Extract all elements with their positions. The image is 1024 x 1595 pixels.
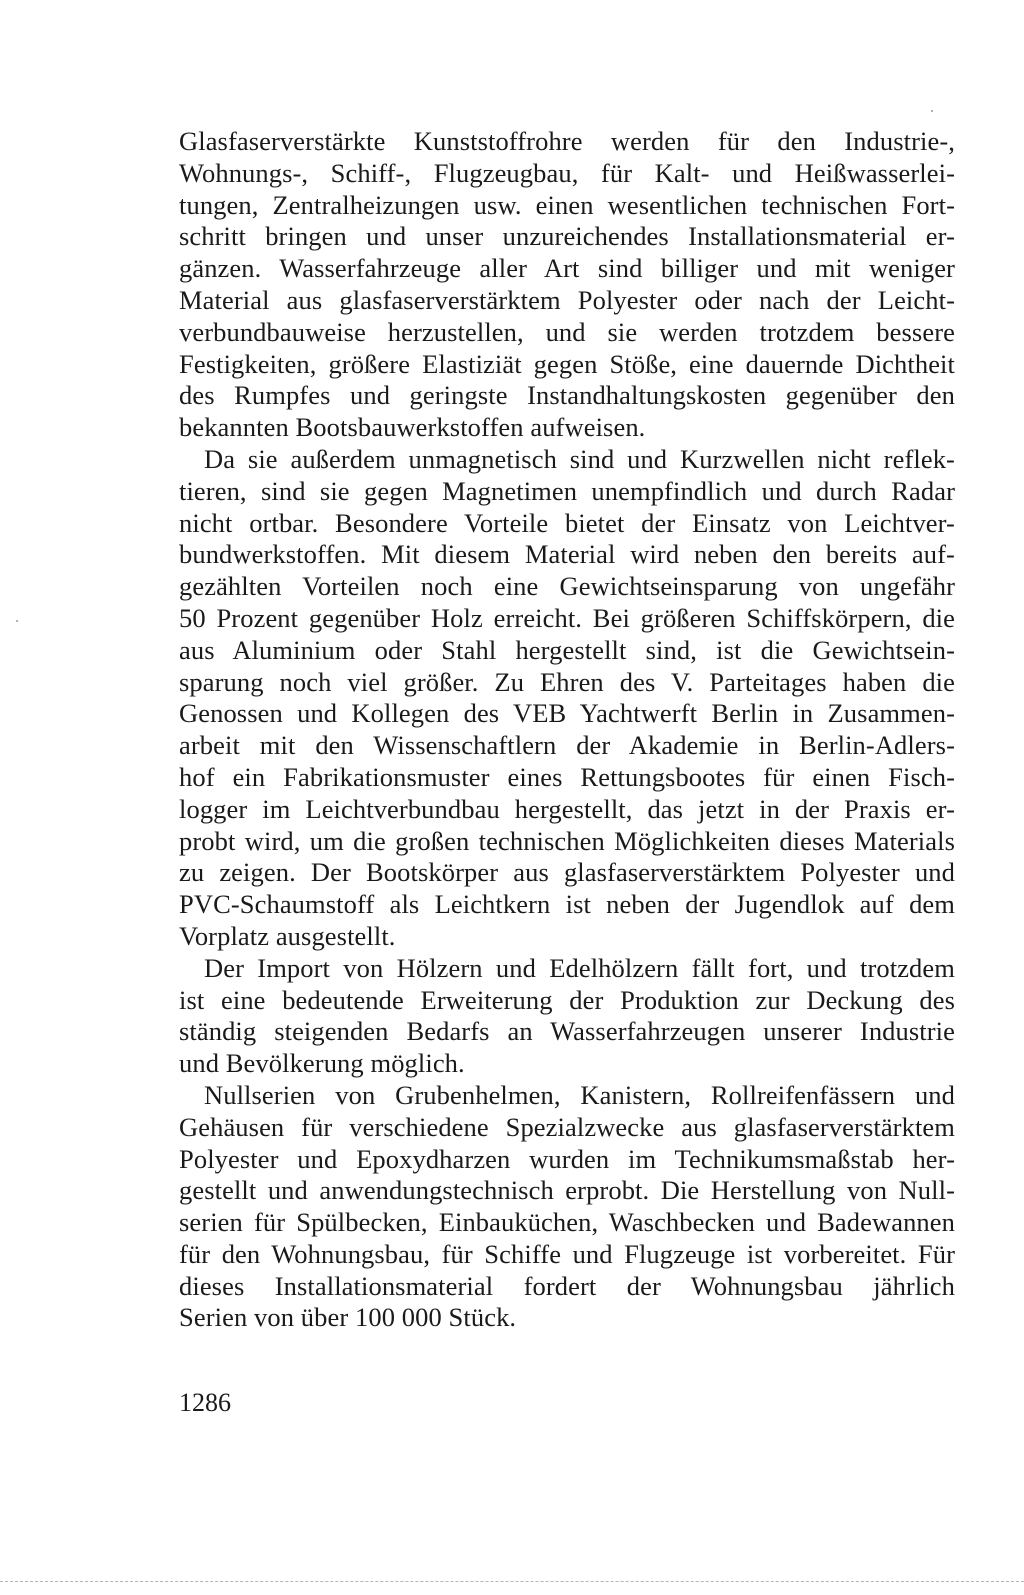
page-number: 1286 [179, 1388, 231, 1417]
text-line: tungen, Zentralheizungen usw. einen wesentlichen technischen Fort- [179, 189, 955, 220]
text-line: ständig steigenden Bedarfs an Wasserfahrzeugen unserer Industrie [179, 1016, 955, 1047]
text-line: Vorplatz ausgestellt. [179, 920, 396, 951]
text-line: arbeit mit den Wissenschaftlern der Akademie in Berlin-Adlers- [179, 730, 955, 761]
text-line: aus Aluminium oder Stahl hergestellt sind, ist die Gewichtsein- [179, 634, 955, 665]
text-line: Da sie außerdem unmagnetisch sind und Kurzwellen nicht reflek- [204, 443, 955, 474]
body-text [179, 126, 955, 1334]
text-line: Serien von über 100 000 Stück. [179, 1302, 517, 1333]
text-line: bekannten Bootsbauwerkstoffen aufweisen. [179, 412, 646, 443]
text-line: gestellt und anwendungstechnisch erprobt. Die Herstellung von Null- [179, 1175, 955, 1206]
paragraph [179, 126, 955, 444]
text-line: hof ein Fabrikationsmuster eines Rettungsbootes für einen Fisch- [179, 761, 955, 792]
page-bottom-edge [0, 1581, 1024, 1582]
text-line: des Rumpfes und geringste Instandhaltungskosten gegenüber den [179, 380, 955, 411]
scan-speck [16, 620, 18, 622]
text-line: Festigkeiten, größere Elastiziät gegen Stöße, eine dauernde Dichtheit [179, 348, 955, 379]
text-line: für den Wohnungsbau, für Schiffe und Flugzeuge ist vorbereitet. Für [179, 1238, 955, 1269]
paragraph [179, 953, 955, 1080]
text-line: verbundbauweise herzustellen, und sie werden trotzdem bessere [179, 316, 955, 347]
text-line: gänzen. Wasserfahrzeuge aller Art sind billiger und mit weniger [179, 253, 955, 284]
scan-speck [931, 110, 933, 112]
paragraph [179, 444, 955, 953]
text-line: PVC-Schaumstoff als Leichtkern ist neben der Jugendlok auf dem [179, 889, 955, 920]
text-line: Gehäusen für verschiedene Spezialzwecke aus glasfaserverstärktem [179, 1111, 955, 1142]
text-line: serien für Spülbecken, Einbauküchen, Waschbecken und Badewannen [179, 1207, 955, 1238]
text-line: 50 Prozent gegenüber Holz erreicht. Bei größeren Schiffskörpern, die [179, 602, 955, 633]
text-line: schritt bringen und unser unzureichendes Installationsmaterial er- [179, 221, 955, 252]
text-line: dieses Installationsmaterial fordert der Wohnungsbau jährlich [179, 1270, 955, 1301]
text-line: Polyester und Epoxydharzen wurden im Technikumsmaßstab her- [179, 1143, 955, 1174]
paragraph [179, 1080, 955, 1334]
text-line: tieren, sind sie gegen Magnetimen unempfindlich und durch Radar [179, 475, 955, 506]
text-line: Glasfaserverstärkte Kunststoffrohre werden für den Industrie-, [179, 126, 955, 156]
text-line: Wohnungs-, Schiff-, Flugzeugbau, für Kalt- und Heißwasserlei- [179, 157, 955, 188]
text-line: gezählten Vorteilen noch eine Gewichtseinsparung von ungefähr [179, 571, 955, 602]
text-line: probt wird, um die großen technischen Möglichkeiten dieses Materials [179, 825, 955, 856]
text-line: Nullserien von Grubenhelmen, Kanistern, Rollreifenfässern und [204, 1079, 955, 1110]
text-line: Der Import von Hölzern und Edelhölzern fällt fort, und trotzdem [204, 952, 955, 983]
text-line: und Bevölkerung möglich. [179, 1048, 465, 1079]
text-line: bundwerkstoffen. Mit diesem Material wird neben den bereits auf- [179, 539, 955, 570]
text-line: Material aus glasfaserverstärktem Polyester oder nach der Leicht- [179, 284, 955, 315]
text-line: Genossen und Kollegen des VEB Yachtwerft Berlin in Zusammen- [179, 698, 955, 729]
text-line: sparung noch viel größer. Zu Ehren des V. Parteitages haben die [179, 666, 955, 697]
text-line: logger im Leichtverbundbau hergestellt, das jetzt in der Praxis er- [179, 793, 955, 824]
text-line: nicht ortbar. Besondere Vorteile bietet der Einsatz von Leichtver- [179, 507, 955, 538]
text-line: zu zeigen. Der Bootskörper aus glasfaserverstärktem Polyester und [179, 857, 955, 888]
text-line: ist eine bedeutende Erweiterung der Produktion zur Deckung des [179, 984, 955, 1015]
